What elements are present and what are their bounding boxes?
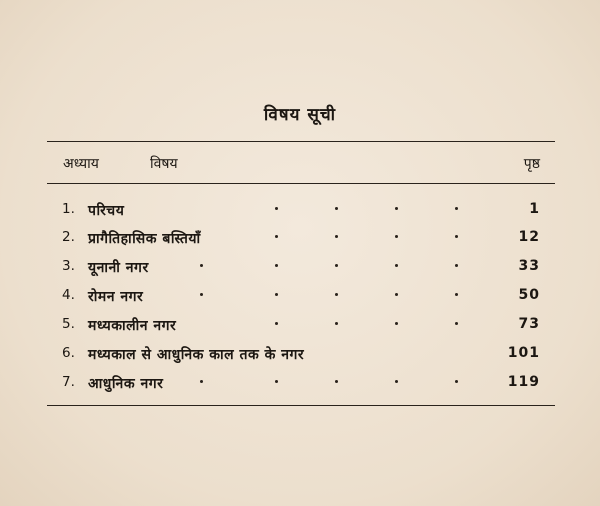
entry-page: 12 (518, 229, 540, 245)
toc-entry (0, 229, 600, 253)
toc-entry (0, 345, 600, 369)
toc-title: विषय सूची (263, 105, 337, 125)
toc-entry (0, 258, 600, 282)
header-subject: विषय (150, 156, 178, 172)
header-chapter: अध्याय (63, 156, 99, 172)
entry-title: यूनानी नगर (88, 260, 149, 276)
header-bottom-rule (47, 183, 555, 184)
entry-page: 73 (518, 316, 540, 332)
entry-number: 1. (62, 201, 75, 217)
header-page: पृष्ठ (523, 156, 540, 172)
entry-number: 6. (62, 345, 75, 361)
entry-number: 3. (62, 258, 75, 274)
entry-title: रोमन नगर (88, 289, 144, 305)
entry-number: 5. (62, 316, 75, 332)
toc-entry (0, 201, 600, 225)
dot-leader (220, 376, 470, 390)
header-top-rule (47, 141, 555, 142)
toc-entry (0, 316, 600, 340)
entry-title: आधुनिक नगर (88, 376, 164, 392)
entry-title: परिचय (88, 203, 125, 219)
entry-page: 33 (518, 258, 540, 274)
entry-number: 2. (62, 229, 75, 245)
dot-leader (220, 318, 470, 332)
footer-rule (47, 405, 555, 406)
entry-page: 1 (529, 201, 540, 217)
dot-leader (220, 260, 470, 274)
entry-title: मध्यकालीन नगर (88, 318, 177, 334)
entry-page: 101 (507, 345, 540, 361)
dot-leader (220, 231, 470, 245)
entry-number: 4. (62, 287, 75, 303)
entry-number: 7. (62, 374, 75, 390)
toc-entry (0, 287, 600, 311)
dot-leader (220, 289, 470, 303)
toc-entry (0, 374, 600, 398)
entry-page: 50 (518, 287, 540, 303)
entry-title: मध्यकाल से आधुनिक काल तक के नगर (88, 347, 305, 363)
entry-page: 119 (507, 374, 540, 390)
dot-leader (220, 203, 470, 217)
entry-title: प्रागैतिहासिक बस्तियाँ (88, 231, 201, 247)
